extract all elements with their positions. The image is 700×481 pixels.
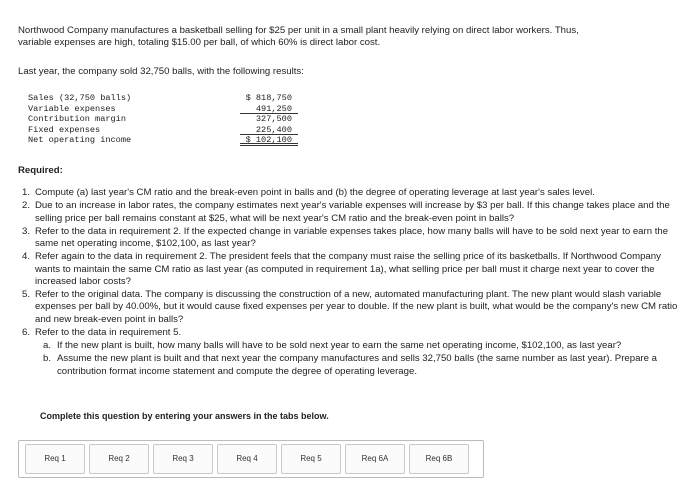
subrequirement-text: If the new plant is built, how many balls will have to be sold next year to earn the same net operating income, $102,100, as last year?	[57, 340, 622, 352]
complete-instructions: Complete this question by entering your answers in the tabs below.	[40, 411, 329, 421]
requirement-number: 2.	[21, 200, 30, 212]
intro-line-2: variable expenses are high, totaling $15.00 per ball, of which 60% is direct labor cost.	[18, 37, 381, 49]
problem-intro	[18, 25, 688, 50]
tab-req-1[interactable]: Req 1	[25, 444, 85, 474]
requirement-text: Refer again to the data in requirement 2. The president feels that the company must raise the selling price of its basketballs. If Northwood Company wants to maintain the same CM ratio as last year (as computed in requirement 1a), what selling price per ball must it charge next year to cover the increased labor costs?	[35, 251, 661, 287]
requirement-number: 6.	[21, 326, 30, 338]
requirement-item	[18, 226, 688, 251]
last-year-text: Last year, the company sold 32,750 balls, with the following results:	[18, 66, 304, 77]
requirement-text: Refer to the data in requirement 5.	[35, 326, 182, 338]
statement-label: Variable expenses	[28, 103, 116, 114]
requirement-number: 3.	[21, 225, 30, 237]
tab-req-4[interactable]: Req 4	[217, 444, 277, 474]
statement-amount: 491,250	[240, 104, 298, 115]
requirement-item	[18, 289, 688, 326]
statement-amount: $ 818,750	[245, 93, 292, 103]
statement-row-variable-expenses	[28, 104, 298, 115]
tab-req-3[interactable]: Req 3	[153, 444, 213, 474]
requirement-text: Refer to the original data. The company is discussing the construction of a new, automated manufacturing plant. The new plant would slash variable expenses per ball by 40.00%, but it would cause fixed expenses per year to double. If the new plant is built, what would be the company's new CM ratio and new break-even point in balls?	[35, 289, 678, 325]
requirement-item	[18, 200, 688, 225]
statement-row-sales	[28, 93, 298, 104]
statement-label: Contribution margin	[28, 114, 126, 125]
intro-line-1: Northwood Company manufactures a basketball selling for $25 per unit in a small plant heavily relying on direct labor workers. Thus,	[18, 25, 579, 36]
subrequirement-item	[43, 340, 688, 352]
subrequirement-text: Assume the new plant is built and that next year the company manufactures and sells 32,750 balls (the same number as last year). Prepare a contribution format income statement and compute the degree of operating leverage.	[57, 353, 657, 377]
statement-amount: $ 102,100	[240, 135, 298, 146]
statement-row-contribution-margin	[28, 114, 298, 125]
tab-req-6a[interactable]: Req 6A	[345, 444, 405, 474]
tab-req-5[interactable]: Req 5	[281, 444, 341, 474]
statement-amount: 327,500	[255, 114, 292, 125]
requirement-item	[18, 251, 688, 288]
requirement-item	[18, 327, 688, 339]
requirement-tabs	[18, 440, 484, 478]
subrequirement-item	[43, 353, 688, 378]
subrequirement-letter: a.	[43, 340, 52, 352]
statement-row-fixed-expenses	[28, 125, 298, 136]
requirements-list	[18, 187, 688, 379]
requirement-text: Due to an increase in labor rates, the company estimates next year's variable expenses will increase by $3 per ball. If this change takes place and the selling price per ball remains constant at $25, what will be next year's CM ratio and the break-even point in balls?	[35, 200, 670, 224]
statement-label: Net operating income	[28, 135, 132, 146]
requirement-text: Compute (a) last year's CM ratio and the break-even point in balls and (b) the degree of operating leverage at last year's sales level.	[35, 187, 595, 198]
requirement-number: 1.	[21, 187, 30, 198]
statement-label: Sales (32,750 balls)	[28, 93, 132, 103]
requirement-number: 4.	[21, 251, 30, 263]
tab-req-2[interactable]: Req 2	[89, 444, 149, 474]
statement-row-net-operating-income	[28, 135, 298, 146]
requirement-text: Refer to the data in requirement 2. If the expected change in variable expenses takes place, how many balls will have to be sold next year to earn the same net operating income, $102,100, as last year?	[35, 225, 669, 250]
income-statement	[28, 93, 298, 146]
statement-amount: 225,400	[240, 125, 298, 136]
required-heading: Required:	[18, 165, 63, 176]
tab-req-6b[interactable]: Req 6B	[409, 444, 469, 474]
requirement-item	[18, 187, 688, 199]
subrequirement-letter: b.	[43, 353, 52, 365]
requirement-number: 5.	[21, 289, 30, 301]
statement-label: Fixed expenses	[28, 124, 101, 135]
